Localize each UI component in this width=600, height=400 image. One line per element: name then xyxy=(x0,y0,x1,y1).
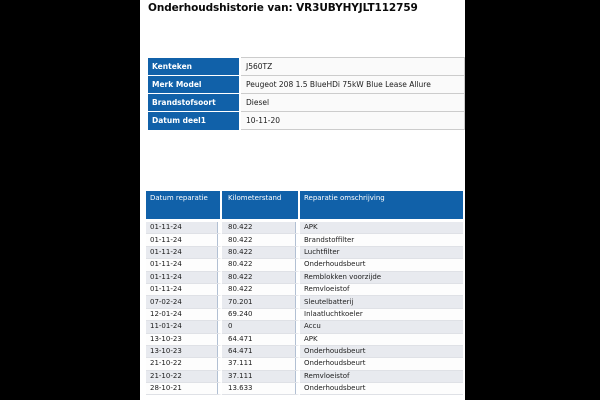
cell-datum-reparatie: 28-10-21 xyxy=(146,383,222,395)
cell-kilometerstand: 80.422 xyxy=(222,259,300,271)
cell-reparatie-omschrijving: Onderhoudsbeurt xyxy=(300,383,463,395)
vehicle-info-label: Merk Model xyxy=(148,76,240,94)
maintenance-header-row xyxy=(146,191,463,219)
vehicle-info-row xyxy=(148,94,464,112)
cell-datum-reparatie: 12-01-24 xyxy=(146,309,222,321)
cell-kilometerstand: 13.633 xyxy=(222,383,300,395)
cell-datum-reparatie: 07-02-24 xyxy=(146,296,222,308)
cell-reparatie-omschrijving: Onderhoudsbeurt xyxy=(300,346,463,358)
cell-reparatie-omschrijving: Onderhoudsbeurt xyxy=(300,259,463,271)
cell-reparatie-omschrijving: APK xyxy=(300,334,463,346)
cell-datum-reparatie: 01-11-24 xyxy=(146,259,222,271)
vehicle-info-label: Kenteken xyxy=(148,58,240,76)
table-row xyxy=(146,247,463,259)
cell-kilometerstand: 37.111 xyxy=(222,371,300,383)
cell-datum-reparatie: 01-11-24 xyxy=(146,219,222,234)
cell-datum-reparatie: 01-11-24 xyxy=(146,284,222,296)
column-header: Reparatie omschrijving xyxy=(300,191,463,219)
table-row xyxy=(146,219,463,234)
table-row xyxy=(146,272,463,284)
cell-datum-reparatie: 21-10-22 xyxy=(146,358,222,370)
cell-datum-reparatie: 01-11-24 xyxy=(146,247,222,259)
cell-reparatie-omschrijving: Remvloeistof xyxy=(300,371,463,383)
cell-reparatie-omschrijving: APK xyxy=(300,219,463,234)
page-title: Onderhoudshistorie van: VR3UBYHYJLT112759 xyxy=(148,2,418,14)
vehicle-info-value: 10-11-20 xyxy=(240,112,464,130)
vehicle-info-label: Brandstofsoort xyxy=(148,94,240,112)
cell-reparatie-omschrijving: Brandstoffilter xyxy=(300,234,463,246)
vehicle-info-value: Peugeot 208 1.5 BlueHDi 75kW Blue Lease Allure xyxy=(240,76,464,94)
cell-kilometerstand: 64.471 xyxy=(222,334,300,346)
table-row xyxy=(146,334,463,346)
cell-datum-reparatie: 01-11-24 xyxy=(146,234,222,246)
table-row xyxy=(146,296,463,308)
vehicle-info-row xyxy=(148,58,464,76)
vehicle-info-value: Diesel xyxy=(240,94,464,112)
cell-kilometerstand: 80.422 xyxy=(222,219,300,234)
table-row xyxy=(146,321,463,333)
table-row xyxy=(146,346,463,358)
vehicle-info-row xyxy=(148,76,464,94)
cell-kilometerstand: 37.111 xyxy=(222,358,300,370)
cell-kilometerstand: 69.240 xyxy=(222,309,300,321)
cell-reparatie-omschrijving: Remvloeistof xyxy=(300,284,463,296)
cell-kilometerstand: 80.422 xyxy=(222,272,300,284)
cell-kilometerstand: 80.422 xyxy=(222,234,300,246)
vehicle-info-label: Datum deel1 xyxy=(148,112,240,130)
table-row xyxy=(146,358,463,370)
vehicle-info-value: J560TZ xyxy=(240,58,464,76)
vehicle-info-table xyxy=(148,57,465,130)
cell-reparatie-omschrijving: Accu xyxy=(300,321,463,333)
cell-kilometerstand: 0 xyxy=(222,321,300,333)
cell-datum-reparatie: 13-10-23 xyxy=(146,334,222,346)
cell-reparatie-omschrijving: Luchtfilter xyxy=(300,247,463,259)
maintenance-history-table xyxy=(146,191,463,395)
vehicle-info-row xyxy=(148,112,464,130)
cell-datum-reparatie: 13-10-23 xyxy=(146,346,222,358)
column-header: Kilometerstand xyxy=(222,191,300,219)
letterbox-right xyxy=(465,0,600,400)
table-row xyxy=(146,383,463,395)
table-row xyxy=(146,309,463,321)
cell-reparatie-omschrijving: Remblokken voorzijde xyxy=(300,272,463,284)
table-row xyxy=(146,259,463,271)
column-header: Datum reparatie xyxy=(146,191,222,219)
cell-kilometerstand: 64.471 xyxy=(222,346,300,358)
cell-reparatie-omschrijving: Sleutelbatterij xyxy=(300,296,463,308)
table-row xyxy=(146,371,463,383)
cell-reparatie-omschrijving: Onderhoudsbeurt xyxy=(300,358,463,370)
cell-kilometerstand: 70.201 xyxy=(222,296,300,308)
cell-datum-reparatie: 21-10-22 xyxy=(146,371,222,383)
cell-datum-reparatie: 01-11-24 xyxy=(146,272,222,284)
cell-datum-reparatie: 11-01-24 xyxy=(146,321,222,333)
table-row xyxy=(146,284,463,296)
table-row xyxy=(146,234,463,246)
cell-reparatie-omschrijving: Inlaatluchtkoeler xyxy=(300,309,463,321)
letterbox-left xyxy=(0,0,140,400)
document-page xyxy=(140,0,465,400)
cell-kilometerstand: 80.422 xyxy=(222,247,300,259)
cell-kilometerstand: 80.422 xyxy=(222,284,300,296)
